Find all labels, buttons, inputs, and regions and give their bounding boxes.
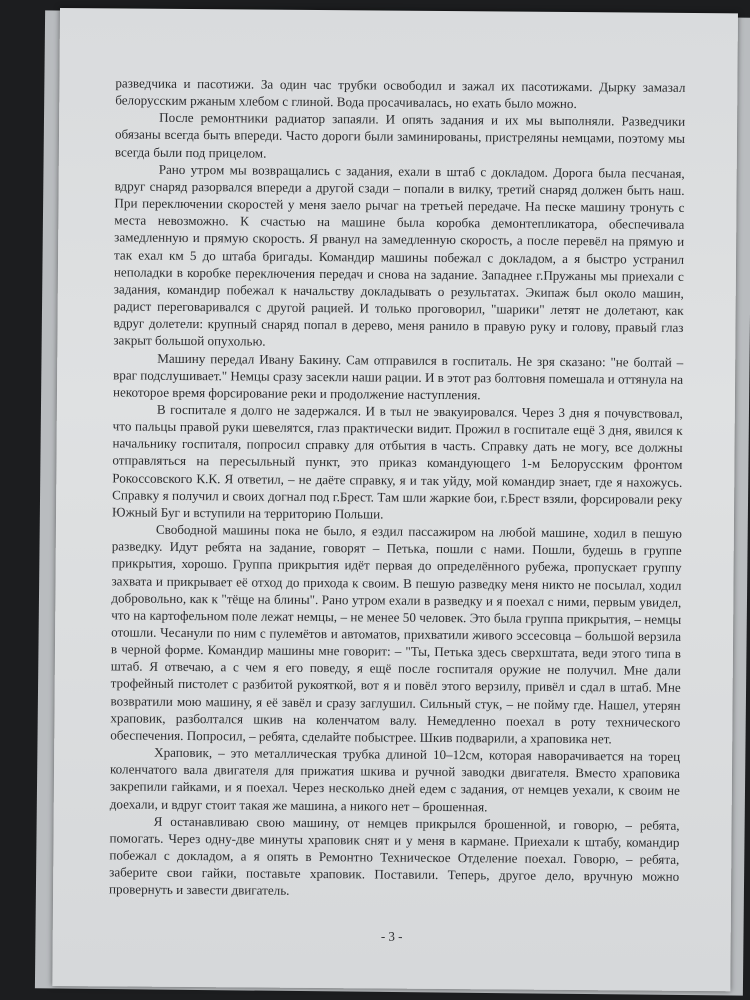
paragraph-8: Я останавливаю свою машину, от немцев прикрылся брошенной, и говорю, – ребята, помогать. Через одну-две минуты храповик снят и у меня в кармане. Приехали к штабу, командир побежал с докладом, а я опять в Ремонтно Техническое Отделение поехал. Говорю, – ребята, заберите свои гайки, поставьте храповик. Поставили. Теперь, другое дело, вручную можно провернуть и завести двигатель. <box>109 813 680 899</box>
paragraph-5: В госпитале я долго не задержался. И в тыл не эвакуировался. Через 3 дня я почувствовал, что пальцы правой руки шевелятся, глаз практически видит. Прожил в госпитале ещё 3 дня, явился к начальнику госпиталя, попросил справку для отбытия в часть. Справку дать не могу, все должны отправляться на пересыльный пункт, это приказ командующего 1-м Белорусским фронтом Рокоссовского К.К. Я ответил, – не даёте справку, я и так уйду, мой командир знает, где я нахожусь. Справку я получил и своих догнал под г.Брест. Там шли жаркие бои, г.Брест взяли, форсировали реку Южный Буг и вступили на территорию Польши. <box>111 401 683 522</box>
paragraph-4: Машину передал Ивану Бакину. Сам отправился в госпиталь. Не зря сказано: "не болтай – враг подслушивает." Немцы сразу засекли наши рации. И в этот раз болтовня помешала и оттянула на некоторое время форсирование реки и продолжение наступления. <box>112 350 684 403</box>
paragraph-1: разведчика и пасотижи. За один час трубки освободил и зажал их пасотижами. Дырку замазал белорусским ржаным хлебом с глиной. Вода просачивалась, но ехать было можно. <box>115 75 686 112</box>
paragraph-3: Рано утром мы возвращались с задания, ехали в штаб с докладом. Дорога была песчаная, вдруг снаряд разорвался впереди а другой сзади – попали в вилку, третий снаряд должен быть наш. При переключении скоростей у меня заело рычаг на третьей передаче. На песке машину тронуть с места невозможно. К счастью на машине была коробка демонтепликатора, обеспечивала замедленную и прямую скорость. Я рванул на замедленную скорость, а после перевёл на прямую и так ехал км 5 до штаба бригады. Командир машины побежал с докладом, а я быстро устранил неполадки в коробке переключения передач и снова на задание. Западнее г.Пружаны мы приехали с задания, командир побежал к начальству докладывать о результатах. Экипаж был около машин, радист переговаривался с другой рацией. И только проговорил, "шарики" летят не долетают, как вдруг долетели: крупный снаряд попал в дерево, меня ранило в правую руку и голову, правый глаз закрыт большой опухолью. <box>113 161 685 349</box>
document-body <box>109 74 685 902</box>
document-page <box>52 8 738 991</box>
paragraph-6: Свободной машины пока не было, я ездил пассажиром на любой машине, ходил в пешую разведку. Идут ребята на задание, говорят – Петька, пошли с нами. Пошли, будешь в группе прикрытия, хорошо. Группа прикрытия идёт первая до определённого рубежа, пропускает группу захвата и прикрывает её отход до прихода к своим. В пешую разведку меня никто не посылал, ходил добровольно, как к "тёще на блины". Рано утром ехали в разведку и я поехал с ними, первым увидел, что на картофельном поле лежат немцы, – не менее 50 человек. Это была группа прикрытия, – немцы отошли. Чесанули по ним с пулемётов и автоматов, прихватили живого эссесовца – большой верзила в черной форме. Командир машины мне говорит: – "Ты, Петька здесь сверхштата, веди этого типа в штаб. Я отвечаю, а с чем я его поведу, я ещё после госпиталя оружие не получил. Мне дали трофейный пистолет с разбитой рукояткой, вот я и повёл этого верзилу, привёл и сдал в штаб. Мне возвратили мою машину, я её завёл и сразу заглушил. Сильный стук, – не пойму где. Нашел, утерян храповик, разболтался шкив на коленчатом валу. Немедленно поехал в роту технического обеспечения. Попросил, – ребята, сделайте побыстрее. Шкив подварили, а храповика нет. <box>110 521 682 747</box>
page-number: - 3 - <box>380 928 403 944</box>
paragraph-7: Храповик, – это металлическая трубка длиной 10–12см, которая наворачивается на торец коленчатого вала двигателя для прижатия шкива и ручной заводки двигателя. Вместо храповика закрепили гайками, и я поехал. Через несколько дней едем с задания, от немцев уехали, к своим не доехали, и вдруг стоит такая же машина, а никого нет – брошенная. <box>109 744 681 814</box>
paragraph-2: После ремонтники радиатор запаяли. И опять задания и их мы выполняли. Разведчики обязаны всегда быть впереди. Часто дороги были заминированы, пристреляны немцами, поэтому мы всегда были под прицелом. <box>114 110 686 161</box>
